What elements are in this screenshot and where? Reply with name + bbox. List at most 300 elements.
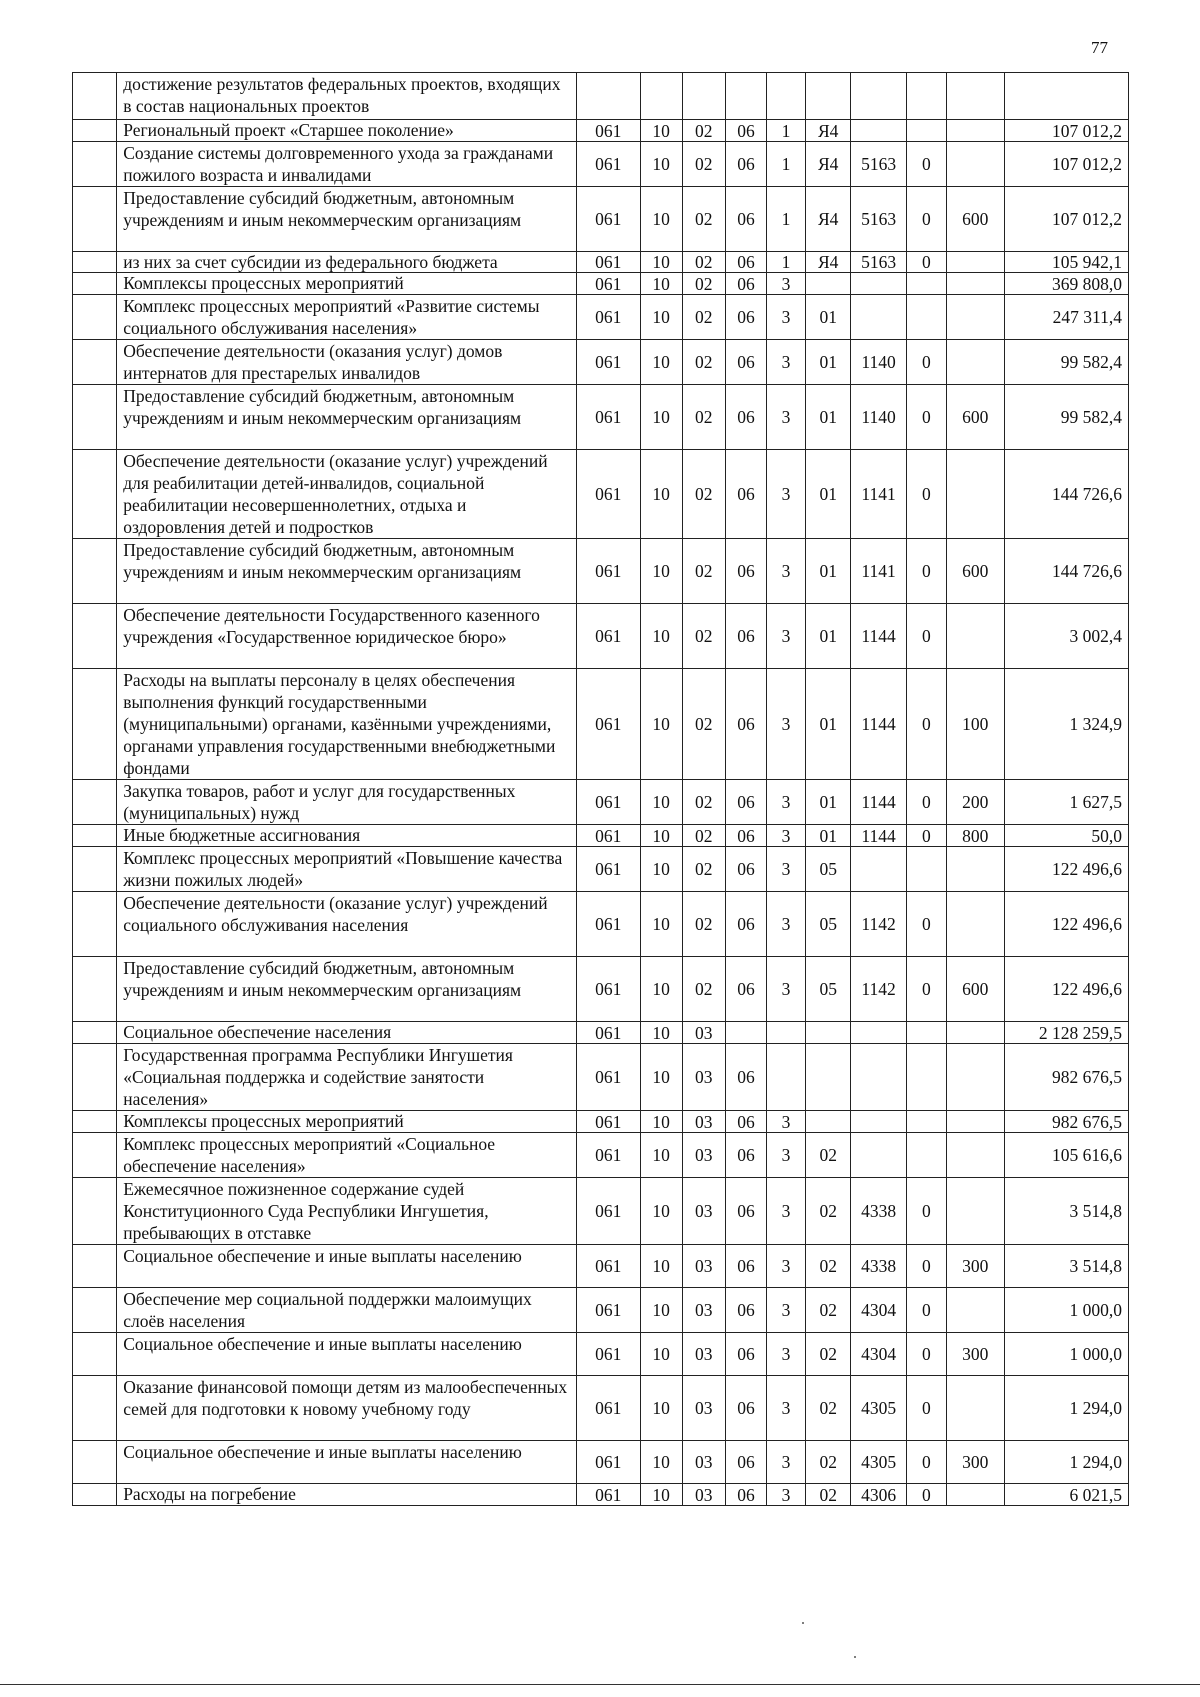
code-cell-c1: 061 xyxy=(576,780,640,825)
row-amount: 144 726,6 xyxy=(1004,539,1129,604)
table-row xyxy=(73,1044,1129,1111)
code-cell-c2: 10 xyxy=(640,450,682,539)
code-cell-c2: 10 xyxy=(640,1111,682,1133)
row-name: Обеспечение деятельности (оказание услуг) учреждений социального обслуживания населения xyxy=(117,892,577,957)
code-cell-c6: 02 xyxy=(806,1288,851,1333)
code-cell-c4: 06 xyxy=(725,1245,766,1288)
code-cell-c7 xyxy=(851,1022,907,1044)
code-cell-c7 xyxy=(851,1133,907,1178)
row-amount: 107 012,2 xyxy=(1004,120,1129,142)
code-cell-c7: 1141 xyxy=(851,450,907,539)
table-row xyxy=(73,1022,1129,1044)
code-cell-c9: 600 xyxy=(946,539,1004,604)
row-amount: 3 002,4 xyxy=(1004,604,1129,669)
code-cell-c8: 0 xyxy=(906,187,946,252)
code-cell-c7: 1144 xyxy=(851,825,907,847)
code-cell-c2: 10 xyxy=(640,1044,682,1111)
code-cell-c8 xyxy=(906,1022,946,1044)
code-cell-c9 xyxy=(946,273,1004,295)
code-cell-c3: 02 xyxy=(682,450,725,539)
code-cell-c9 xyxy=(946,604,1004,669)
code-cell-c5: 3 xyxy=(767,892,806,957)
code-cell-c2: 10 xyxy=(640,780,682,825)
code-cell-c4: 06 xyxy=(725,669,766,780)
code-cell-c2: 10 xyxy=(640,1376,682,1441)
row-blank-cell xyxy=(73,1178,117,1245)
code-cell-c4: 06 xyxy=(725,780,766,825)
table-row xyxy=(73,1441,1129,1484)
row-blank-cell xyxy=(73,1288,117,1333)
code-cell-c1: 061 xyxy=(576,340,640,385)
code-cell-c8: 0 xyxy=(906,252,946,273)
code-cell-c2: 10 xyxy=(640,1178,682,1245)
code-cell-c5: 3 xyxy=(767,1111,806,1133)
code-cell-c5: 3 xyxy=(767,825,806,847)
code-cell-c9 xyxy=(946,1484,1004,1506)
row-blank-cell xyxy=(73,539,117,604)
code-cell-c9 xyxy=(946,340,1004,385)
row-amount: 1 000,0 xyxy=(1004,1333,1129,1376)
code-cell-c3: 02 xyxy=(682,669,725,780)
table-row xyxy=(73,295,1129,340)
code-cell-c2: 10 xyxy=(640,295,682,340)
code-cell-c6: 05 xyxy=(806,847,851,892)
table-row xyxy=(73,1178,1129,1245)
code-cell-c7: 1140 xyxy=(851,340,907,385)
table-row xyxy=(73,120,1129,142)
code-cell-c3: 02 xyxy=(682,825,725,847)
code-cell-c8 xyxy=(906,847,946,892)
code-cell-c9 xyxy=(946,1288,1004,1333)
row-blank-cell xyxy=(73,385,117,450)
code-cell-c2: 10 xyxy=(640,847,682,892)
row-amount: 122 496,6 xyxy=(1004,957,1129,1022)
code-cell-c4: 06 xyxy=(725,1044,766,1111)
code-cell-c7: 4338 xyxy=(851,1178,907,1245)
row-blank-cell xyxy=(73,1484,117,1506)
code-cell-c1: 061 xyxy=(576,1022,640,1044)
table-row xyxy=(73,385,1129,450)
code-cell-c1: 061 xyxy=(576,1245,640,1288)
code-cell-c5: 3 xyxy=(767,340,806,385)
code-cell-c7: 1144 xyxy=(851,669,907,780)
code-cell-c1: 061 xyxy=(576,120,640,142)
code-cell-c2: 10 xyxy=(640,669,682,780)
code-cell-c5: 1 xyxy=(767,120,806,142)
code-cell-c4: 06 xyxy=(725,1484,766,1506)
code-cell-c4: 06 xyxy=(725,892,766,957)
code-cell-c2: 10 xyxy=(640,1441,682,1484)
code-cell-c7 xyxy=(851,120,907,142)
row-name: Обеспечение деятельности (оказание услуг) учреждений для реабилитации детей-инвалидов, социальной реабилитации несовершеннолетних, отдыха и оздоровления детей и подростков xyxy=(117,450,577,539)
code-cell-c5: 3 xyxy=(767,780,806,825)
code-cell-c1: 061 xyxy=(576,142,640,187)
code-cell-c4: 06 xyxy=(725,142,766,187)
code-cell-c6: 01 xyxy=(806,539,851,604)
code-cell-c6: 02 xyxy=(806,1133,851,1178)
row-amount xyxy=(1004,73,1129,120)
code-cell-c9 xyxy=(946,120,1004,142)
row-amount: 6 021,5 xyxy=(1004,1484,1129,1506)
code-cell-c5: 3 xyxy=(767,1178,806,1245)
row-name: Комплекс процессных мероприятий «Развитие системы социального обслуживания населения» xyxy=(117,295,577,340)
code-cell-c1: 061 xyxy=(576,1376,640,1441)
table-row xyxy=(73,825,1129,847)
code-cell-c1: 061 xyxy=(576,957,640,1022)
code-cell-c8: 0 xyxy=(906,385,946,450)
code-cell-c9: 300 xyxy=(946,1333,1004,1376)
code-cell-c6: Я4 xyxy=(806,252,851,273)
row-blank-cell xyxy=(73,1245,117,1288)
code-cell-c2: 10 xyxy=(640,187,682,252)
code-cell-c1: 061 xyxy=(576,1288,640,1333)
code-cell-c5: 3 xyxy=(767,450,806,539)
code-cell-c3: 02 xyxy=(682,187,725,252)
row-blank-cell xyxy=(73,847,117,892)
code-cell-c8 xyxy=(906,73,946,120)
code-cell-c8: 0 xyxy=(906,892,946,957)
code-cell-c2: 10 xyxy=(640,604,682,669)
code-cell-c3: 02 xyxy=(682,340,725,385)
table-row xyxy=(73,187,1129,252)
code-cell-c3: 03 xyxy=(682,1178,725,1245)
row-name: Иные бюджетные ассигнования xyxy=(117,825,577,847)
code-cell-c5: 3 xyxy=(767,385,806,450)
code-cell-c6: 02 xyxy=(806,1178,851,1245)
code-cell-c6: 01 xyxy=(806,340,851,385)
code-cell-c8 xyxy=(906,120,946,142)
row-name: Комплексы процессных мероприятий xyxy=(117,273,577,295)
code-cell-c8: 0 xyxy=(906,780,946,825)
code-cell-c1: 061 xyxy=(576,295,640,340)
code-cell-c1: 061 xyxy=(576,669,640,780)
code-cell-c2: 10 xyxy=(640,825,682,847)
row-blank-cell xyxy=(73,120,117,142)
code-cell-c6 xyxy=(806,1044,851,1111)
code-cell-c8: 0 xyxy=(906,142,946,187)
code-cell-c7: 1144 xyxy=(851,604,907,669)
code-cell-c5: 3 xyxy=(767,1484,806,1506)
table-row xyxy=(73,73,1129,120)
code-cell-c4: 06 xyxy=(725,825,766,847)
code-cell-c2: 10 xyxy=(640,1133,682,1178)
code-cell-c8: 0 xyxy=(906,1245,946,1288)
code-cell-c6 xyxy=(806,273,851,295)
code-cell-c3 xyxy=(682,73,725,120)
code-cell-c6: 01 xyxy=(806,385,851,450)
code-cell-c7 xyxy=(851,73,907,120)
row-amount: 50,0 xyxy=(1004,825,1129,847)
code-cell-c5: 3 xyxy=(767,1376,806,1441)
code-cell-c3: 03 xyxy=(682,1484,725,1506)
code-cell-c8: 0 xyxy=(906,604,946,669)
code-cell-c5 xyxy=(767,1044,806,1111)
scan-speck xyxy=(854,1656,856,1658)
code-cell-c4: 06 xyxy=(725,187,766,252)
row-blank-cell xyxy=(73,273,117,295)
code-cell-c2: 10 xyxy=(640,120,682,142)
table-row xyxy=(73,142,1129,187)
code-cell-c9 xyxy=(946,1111,1004,1133)
row-name: Государственная программа Республики Ингушетия «Социальная поддержка и содействие занятости населения» xyxy=(117,1044,577,1111)
code-cell-c1: 061 xyxy=(576,1484,640,1506)
code-cell-c8: 0 xyxy=(906,669,946,780)
row-blank-cell xyxy=(73,1022,117,1044)
row-amount: 105 942,1 xyxy=(1004,252,1129,273)
code-cell-c4: 06 xyxy=(725,1133,766,1178)
code-cell-c7 xyxy=(851,295,907,340)
code-cell-c5: 1 xyxy=(767,252,806,273)
table-row xyxy=(73,780,1129,825)
row-name: Комплексы процессных мероприятий xyxy=(117,1111,577,1133)
code-cell-c5: 3 xyxy=(767,1441,806,1484)
row-blank-cell xyxy=(73,604,117,669)
code-cell-c2: 10 xyxy=(640,385,682,450)
code-cell-c7: 5163 xyxy=(851,187,907,252)
code-cell-c8: 0 xyxy=(906,1376,946,1441)
table-row xyxy=(73,669,1129,780)
row-amount: 369 808,0 xyxy=(1004,273,1129,295)
row-name: Закупка товаров, работ и услуг для государственных (муниципальных) нужд xyxy=(117,780,577,825)
code-cell-c9: 600 xyxy=(946,187,1004,252)
code-cell-c7 xyxy=(851,1111,907,1133)
code-cell-c4: 06 xyxy=(725,604,766,669)
table-row xyxy=(73,892,1129,957)
code-cell-c7: 5163 xyxy=(851,252,907,273)
row-name: Предоставление субсидий бюджетным, автономным учреждениям и иным некоммерческим организациям xyxy=(117,957,577,1022)
code-cell-c7: 4338 xyxy=(851,1245,907,1288)
code-cell-c7: 1142 xyxy=(851,892,907,957)
code-cell-c7: 4304 xyxy=(851,1288,907,1333)
code-cell-c7: 4305 xyxy=(851,1441,907,1484)
code-cell-c6: 01 xyxy=(806,450,851,539)
row-name: Предоставление субсидий бюджетным, автономным учреждениям и иным некоммерческим организациям xyxy=(117,385,577,450)
code-cell-c5: 3 xyxy=(767,1133,806,1178)
code-cell-c9: 600 xyxy=(946,385,1004,450)
code-cell-c7: 1140 xyxy=(851,385,907,450)
code-cell-c3: 02 xyxy=(682,252,725,273)
code-cell-c1: 061 xyxy=(576,539,640,604)
row-name: Комплекс процессных мероприятий «Социальное обеспечение населения» xyxy=(117,1133,577,1178)
code-cell-c5: 3 xyxy=(767,604,806,669)
code-cell-c3: 02 xyxy=(682,957,725,1022)
row-name: из них за счет субсидии из федерального бюджета xyxy=(117,252,577,273)
code-cell-c3: 03 xyxy=(682,1044,725,1111)
code-cell-c3: 02 xyxy=(682,604,725,669)
code-cell-c9: 300 xyxy=(946,1441,1004,1484)
code-cell-c4: 06 xyxy=(725,1178,766,1245)
code-cell-c3: 03 xyxy=(682,1288,725,1333)
row-amount: 1 324,9 xyxy=(1004,669,1129,780)
scan-edge-line xyxy=(0,1684,1200,1685)
table-row xyxy=(73,1333,1129,1376)
row-amount: 2 128 259,5 xyxy=(1004,1022,1129,1044)
code-cell-c6: 05 xyxy=(806,957,851,1022)
code-cell-c7: 4305 xyxy=(851,1376,907,1441)
code-cell-c1: 061 xyxy=(576,1044,640,1111)
table-row xyxy=(73,847,1129,892)
code-cell-c9: 600 xyxy=(946,957,1004,1022)
code-cell-c5: 3 xyxy=(767,669,806,780)
code-cell-c9 xyxy=(946,295,1004,340)
code-cell-c1: 061 xyxy=(576,385,640,450)
code-cell-c6: Я4 xyxy=(806,142,851,187)
code-cell-c2: 10 xyxy=(640,252,682,273)
table-row xyxy=(73,340,1129,385)
code-cell-c2: 10 xyxy=(640,957,682,1022)
code-cell-c3: 02 xyxy=(682,120,725,142)
code-cell-c9: 100 xyxy=(946,669,1004,780)
code-cell-c3: 03 xyxy=(682,1333,725,1376)
code-cell-c9 xyxy=(946,450,1004,539)
code-cell-c8: 0 xyxy=(906,1178,946,1245)
row-name: Обеспечение деятельности Государственного казенного учреждения «Государственное юридическое бюро» xyxy=(117,604,577,669)
row-name: Социальное обеспечение и иные выплаты населению xyxy=(117,1333,577,1376)
code-cell-c5: 3 xyxy=(767,539,806,604)
code-cell-c1 xyxy=(576,73,640,120)
code-cell-c7 xyxy=(851,847,907,892)
row-blank-cell xyxy=(73,957,117,1022)
code-cell-c4: 06 xyxy=(725,957,766,1022)
code-cell-c9 xyxy=(946,252,1004,273)
row-name: Создание системы долговременного ухода за гражданами пожилого возраста и инвалидами xyxy=(117,142,577,187)
code-cell-c6: 02 xyxy=(806,1376,851,1441)
code-cell-c7: 1142 xyxy=(851,957,907,1022)
row-name: Обеспечение мер социальной поддержки малоимущих слоёв населения xyxy=(117,1288,577,1333)
code-cell-c2: 10 xyxy=(640,273,682,295)
row-amount: 122 496,6 xyxy=(1004,847,1129,892)
table-row xyxy=(73,273,1129,295)
code-cell-c3: 03 xyxy=(682,1133,725,1178)
code-cell-c6 xyxy=(806,1111,851,1133)
code-cell-c3: 03 xyxy=(682,1245,725,1288)
table-row xyxy=(73,1376,1129,1441)
code-cell-c3: 02 xyxy=(682,892,725,957)
code-cell-c5: 3 xyxy=(767,295,806,340)
code-cell-c3: 03 xyxy=(682,1022,725,1044)
code-cell-c2: 10 xyxy=(640,1333,682,1376)
row-amount: 122 496,6 xyxy=(1004,892,1129,957)
code-cell-c2 xyxy=(640,73,682,120)
code-cell-c7: 4306 xyxy=(851,1484,907,1506)
code-cell-c3: 02 xyxy=(682,847,725,892)
row-name: Комплекс процессных мероприятий «Повышение качества жизни пожилых людей» xyxy=(117,847,577,892)
code-cell-c9 xyxy=(946,1133,1004,1178)
code-cell-c2: 10 xyxy=(640,1288,682,1333)
code-cell-c9 xyxy=(946,847,1004,892)
row-amount: 3 514,8 xyxy=(1004,1245,1129,1288)
code-cell-c7: 5163 xyxy=(851,142,907,187)
row-amount: 105 616,6 xyxy=(1004,1133,1129,1178)
code-cell-c9 xyxy=(946,1044,1004,1111)
code-cell-c8: 0 xyxy=(906,1484,946,1506)
code-cell-c8 xyxy=(906,295,946,340)
code-cell-c7: 4304 xyxy=(851,1333,907,1376)
row-name: Расходы на выплаты персоналу в целях обеспечения выполнения функций государственными (муниципальными) органами, казёнными учреждениями, органами управления государственными внебюджетными фондами xyxy=(117,669,577,780)
code-cell-c4: 06 xyxy=(725,1333,766,1376)
code-cell-c4: 06 xyxy=(725,340,766,385)
row-blank-cell xyxy=(73,825,117,847)
code-cell-c2: 10 xyxy=(640,1484,682,1506)
row-blank-cell xyxy=(73,1044,117,1111)
code-cell-c3: 02 xyxy=(682,273,725,295)
row-amount: 1 000,0 xyxy=(1004,1288,1129,1333)
row-name: Ежемесячное пожизненное содержание судей Конституционного Суда Республики Ингушетия, пребывающих в отставке xyxy=(117,1178,577,1245)
row-blank-cell xyxy=(73,1376,117,1441)
row-amount: 99 582,4 xyxy=(1004,385,1129,450)
row-amount: 247 311,4 xyxy=(1004,295,1129,340)
code-cell-c1: 061 xyxy=(576,1178,640,1245)
code-cell-c9: 200 xyxy=(946,780,1004,825)
code-cell-c4: 06 xyxy=(725,1376,766,1441)
table-row xyxy=(73,1484,1129,1506)
code-cell-c6: 01 xyxy=(806,780,851,825)
code-cell-c7 xyxy=(851,273,907,295)
code-cell-c5 xyxy=(767,73,806,120)
code-cell-c8 xyxy=(906,273,946,295)
code-cell-c2: 10 xyxy=(640,539,682,604)
code-cell-c4: 06 xyxy=(725,450,766,539)
code-cell-c8: 0 xyxy=(906,340,946,385)
row-name: Обеспечение деятельности (оказания услуг) домов интернатов для престарелых инвалидов xyxy=(117,340,577,385)
code-cell-c4: 06 xyxy=(725,120,766,142)
code-cell-c9 xyxy=(946,142,1004,187)
code-cell-c5: 3 xyxy=(767,1245,806,1288)
code-cell-c5 xyxy=(767,1022,806,1044)
code-cell-c5: 1 xyxy=(767,187,806,252)
row-amount: 1 294,0 xyxy=(1004,1441,1129,1484)
row-amount: 144 726,6 xyxy=(1004,450,1129,539)
code-cell-c4: 06 xyxy=(725,273,766,295)
code-cell-c8 xyxy=(906,1111,946,1133)
code-cell-c5: 3 xyxy=(767,847,806,892)
code-cell-c3: 02 xyxy=(682,780,725,825)
code-cell-c1: 061 xyxy=(576,847,640,892)
code-cell-c8: 0 xyxy=(906,1441,946,1484)
row-blank-cell xyxy=(73,450,117,539)
code-cell-c8: 0 xyxy=(906,450,946,539)
row-blank-cell xyxy=(73,1333,117,1376)
table-row xyxy=(73,1111,1129,1133)
code-cell-c3: 03 xyxy=(682,1376,725,1441)
code-cell-c1: 061 xyxy=(576,252,640,273)
code-cell-c6: 01 xyxy=(806,604,851,669)
table-row xyxy=(73,604,1129,669)
code-cell-c8: 0 xyxy=(906,1288,946,1333)
row-name: Оказание финансовой помощи детям из малообеспеченных семей для подготовки к новому учебному году xyxy=(117,1376,577,1441)
code-cell-c7: 1141 xyxy=(851,539,907,604)
row-name: Расходы на погребение xyxy=(117,1484,577,1506)
code-cell-c2: 10 xyxy=(640,892,682,957)
code-cell-c1: 061 xyxy=(576,1111,640,1133)
table-row xyxy=(73,450,1129,539)
row-blank-cell xyxy=(73,669,117,780)
code-cell-c6: 01 xyxy=(806,669,851,780)
table-row xyxy=(73,1288,1129,1333)
code-cell-c9: 800 xyxy=(946,825,1004,847)
code-cell-c8 xyxy=(906,1044,946,1111)
row-amount: 982 676,5 xyxy=(1004,1111,1129,1133)
row-blank-cell xyxy=(73,780,117,825)
code-cell-c6: 02 xyxy=(806,1484,851,1506)
table-row xyxy=(73,1133,1129,1178)
row-amount: 107 012,2 xyxy=(1004,187,1129,252)
code-cell-c3: 02 xyxy=(682,295,725,340)
row-blank-cell xyxy=(73,892,117,957)
code-cell-c2: 10 xyxy=(640,142,682,187)
code-cell-c5: 3 xyxy=(767,273,806,295)
code-cell-c2: 10 xyxy=(640,340,682,385)
